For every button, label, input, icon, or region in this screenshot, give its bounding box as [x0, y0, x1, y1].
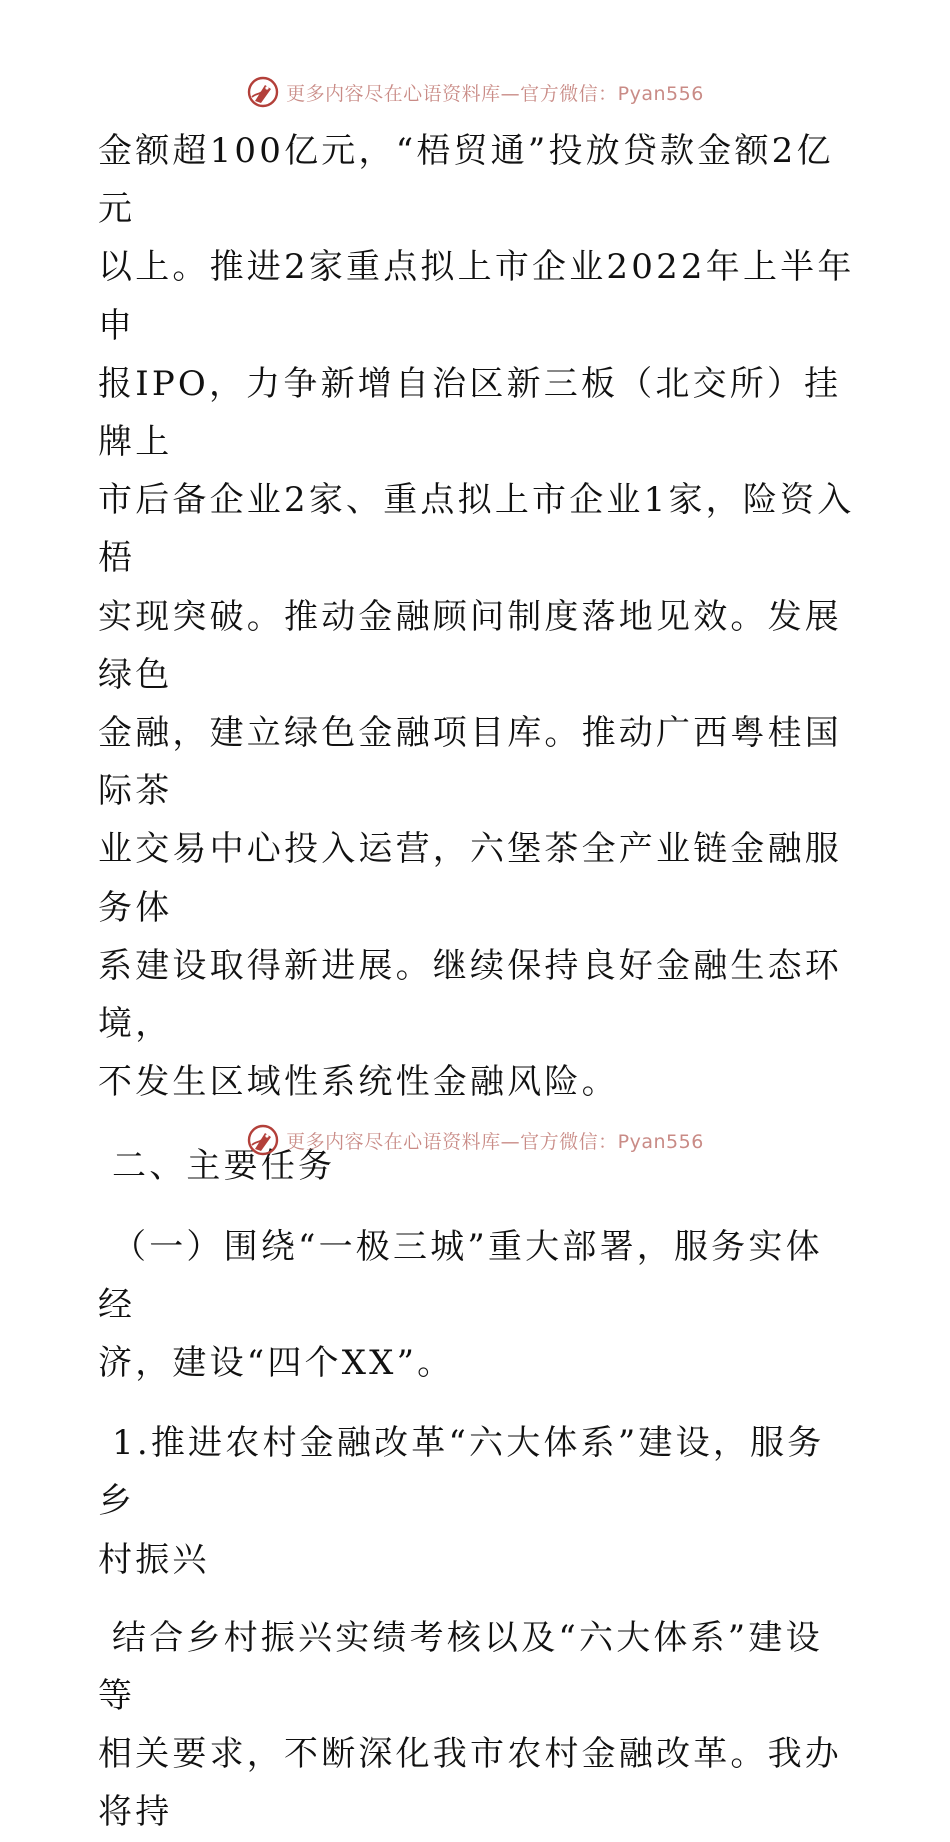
text-line: 不发生区域性系统性金融风险。: [98, 1062, 619, 1103]
text-line: 村振兴: [98, 1539, 210, 1580]
item-body-paragraph: [98, 1609, 858, 1842]
text-line: 金额超100亿元，“梧贸通”投放贷款金额2亿元: [98, 131, 834, 230]
text-line: 金融，建立绿色金融项目库。推动广西粤桂国际茶: [98, 713, 842, 812]
document-body: [98, 122, 858, 1842]
text-line: 1.推进农村金融改革“六大体系”建设，服务乡: [98, 1423, 825, 1522]
text-line: （一）围绕“一极三城”重大部署，服务实体经: [98, 1226, 823, 1325]
pen-nib-circle-icon: [246, 1123, 280, 1157]
text-line: 系建设取得新进展。继续保持良好金融生态环境，: [98, 945, 842, 1045]
text-line: 以上。推进2家重点拟上市企业2022年上半年申: [98, 247, 855, 346]
text-line: 报IPO，力争新增自治区新三板（北交所）挂牌上: [98, 363, 842, 463]
text-line: 济，建设“四个XX”。: [98, 1343, 455, 1384]
text-line: 市后备企业2家、重点拟上市企业1家，险资入梧: [98, 480, 855, 579]
text-line: 相关要求，不断深化我市农村金融改革。我办将持: [98, 1734, 842, 1833]
text-line: 业交易中心投入运营，六堡茶全产业链金融服务体: [98, 829, 842, 928]
section-heading: 二、主要任务: [98, 1146, 336, 1187]
pen-nib-circle-icon: [246, 75, 280, 109]
watermark-text: 更多内容尽在心语资料库—官方微信：Pyan556: [286, 1130, 704, 1153]
text-line: 实现突破。推动金融顾问制度落地见效。发展绿色: [98, 596, 842, 695]
header-watermark: [0, 72, 950, 112]
sub-heading: [98, 1218, 858, 1393]
item-title: [98, 1414, 858, 1589]
intro-paragraph: [98, 122, 858, 1111]
text-line: 结合乡村振兴实绩考核以及“六大体系”建设等: [98, 1617, 823, 1717]
watermark-text: 更多内容尽在心语资料库—官方微信：Pyan556: [286, 82, 704, 105]
footer-watermark: [0, 1120, 950, 1160]
